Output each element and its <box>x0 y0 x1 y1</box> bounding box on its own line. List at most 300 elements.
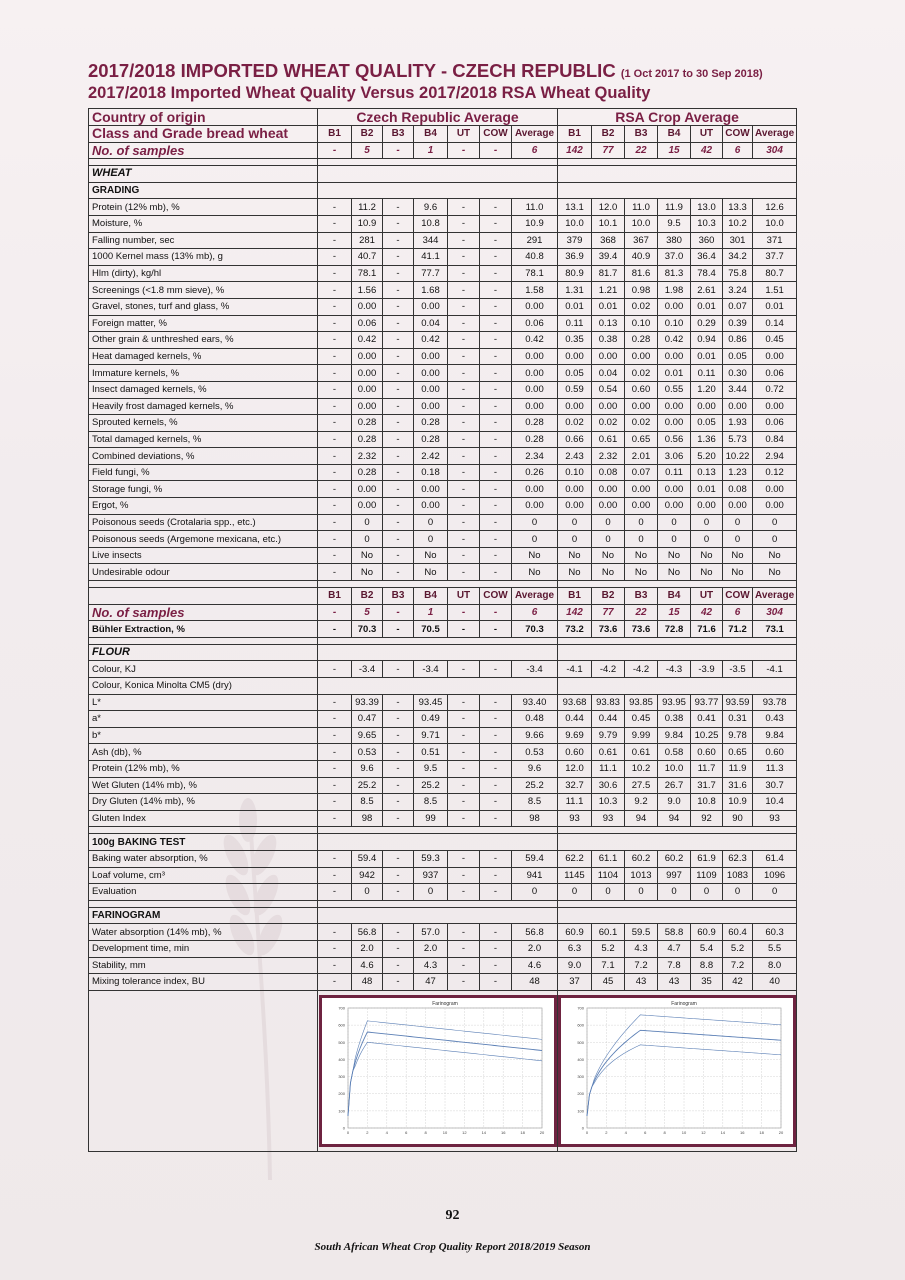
table-cell: 0.00 <box>352 481 383 498</box>
sample-count: 1 <box>414 604 448 621</box>
table-cell: - <box>318 940 352 957</box>
table-cell: 1013 <box>625 867 658 884</box>
table-cell: - <box>480 348 512 365</box>
table-cell: 10.1 <box>592 215 625 232</box>
empty-cell <box>318 907 558 924</box>
table-cell: 0 <box>691 514 723 531</box>
table-cell: 0 <box>658 884 691 901</box>
table-cell: - <box>318 381 352 398</box>
table-cell: - <box>480 282 512 299</box>
table-cell: - <box>448 298 480 315</box>
table-cell: 0.05 <box>723 348 753 365</box>
table-cell: - <box>480 777 512 794</box>
table-cell: 62.3 <box>723 850 753 867</box>
table-cell: 0.00 <box>658 298 691 315</box>
farinogram-row <box>89 940 797 957</box>
sample-count: 22 <box>625 142 658 159</box>
table-cell: - <box>383 481 414 498</box>
table-cell: - <box>448 621 480 638</box>
table-cell: 0.07 <box>723 298 753 315</box>
table-cell: 0 <box>753 884 797 901</box>
column-header: B4 <box>414 126 448 143</box>
table-cell: 10.0 <box>753 215 797 232</box>
empty-cell <box>318 182 558 199</box>
table-cell: 90 <box>723 810 753 827</box>
empty-cell <box>89 159 318 166</box>
row-label: Moisture, % <box>89 215 318 232</box>
table-cell: 0.31 <box>723 711 753 728</box>
table-cell: 0.00 <box>592 481 625 498</box>
table-cell: 0.00 <box>558 398 592 415</box>
x-tick-label: 0 <box>585 1129 589 1135</box>
row-label: Evaluation <box>89 884 318 901</box>
flour-row <box>89 744 797 761</box>
table-cell: - <box>448 498 480 515</box>
table-cell: 0.00 <box>625 348 658 365</box>
table-cell: 9.84 <box>658 727 691 744</box>
table-cell: - <box>448 365 480 382</box>
table-cell: 0 <box>658 531 691 548</box>
table-cell: - <box>480 621 512 638</box>
grading-row <box>89 298 797 315</box>
table-cell: 0.10 <box>558 464 592 481</box>
empty-cell <box>318 900 558 907</box>
y-tick-label: 0 <box>581 1125 585 1131</box>
farinogram-chart <box>558 995 796 1147</box>
table-cell: 93 <box>753 810 797 827</box>
table-cell: 0.08 <box>592 464 625 481</box>
table-cell: No <box>691 547 723 564</box>
table-cell: - <box>318 727 352 744</box>
table-cell: 11.1 <box>558 794 592 811</box>
table-cell: -4.1 <box>558 661 592 678</box>
table-cell: 59.4 <box>352 850 383 867</box>
table-cell: 1.21 <box>592 282 625 299</box>
baking-row <box>89 884 797 901</box>
table-cell: - <box>480 415 512 432</box>
table-cell: 997 <box>658 867 691 884</box>
table-cell: 1.31 <box>558 282 592 299</box>
table-cell: 0.06 <box>512 315 558 332</box>
table-cell: - <box>318 850 352 867</box>
empty-cell <box>318 644 558 661</box>
table-cell: 0.00 <box>414 498 448 515</box>
table-cell: 4.3 <box>414 957 448 974</box>
table-cell: - <box>480 481 512 498</box>
table-cell: - <box>480 850 512 867</box>
table-cell: - <box>318 867 352 884</box>
table-cell: 0.00 <box>658 398 691 415</box>
table-cell: 60.9 <box>691 924 723 941</box>
table-cell: 2.34 <box>512 448 558 465</box>
column-header: UT <box>691 126 723 143</box>
table-cell: 0 <box>625 531 658 548</box>
table-cell: 9.6 <box>414 199 448 216</box>
table-cell: 78.1 <box>352 265 383 282</box>
table-cell: 0 <box>558 531 592 548</box>
empty-cell <box>558 182 797 199</box>
column-header: B1 <box>318 588 352 605</box>
table-cell: - <box>383 464 414 481</box>
table-cell: 0.61 <box>625 744 658 761</box>
table-cell: 4.3 <box>625 940 658 957</box>
column-header: Average <box>753 588 797 605</box>
spacer-row <box>89 827 797 834</box>
table-cell: - <box>448 398 480 415</box>
table-cell: - <box>448 957 480 974</box>
table-cell: 1.68 <box>414 282 448 299</box>
table-cell: - <box>383 867 414 884</box>
table-cell: 56.8 <box>352 924 383 941</box>
table-cell: - <box>480 199 512 216</box>
table-cell: - <box>318 514 352 531</box>
table-cell: - <box>480 794 512 811</box>
table-cell: 0.08 <box>723 481 753 498</box>
column-header: UT <box>691 588 723 605</box>
table-cell: 25.2 <box>352 777 383 794</box>
table-cell: 0 <box>414 514 448 531</box>
table-cell: 5.5 <box>753 940 797 957</box>
table-cell: 0.28 <box>352 431 383 448</box>
table-cell: - <box>318 215 352 232</box>
x-tick-label: 6 <box>644 1129 647 1135</box>
table-cell: 45 <box>592 974 625 991</box>
table-cell: 380 <box>658 232 691 249</box>
table-cell: 9.99 <box>625 727 658 744</box>
table-cell: 10.0 <box>625 215 658 232</box>
table-cell: 75.8 <box>723 265 753 282</box>
table-cell: 8.0 <box>753 957 797 974</box>
table-cell: - <box>383 777 414 794</box>
table-cell: 9.84 <box>753 727 797 744</box>
sample-count: 42 <box>691 604 723 621</box>
table-cell: - <box>383 564 414 581</box>
table-cell: 0.28 <box>352 464 383 481</box>
table-cell: - <box>318 760 352 777</box>
table-cell: - <box>318 694 352 711</box>
table-cell: - <box>318 884 352 901</box>
table-cell: 0.00 <box>512 348 558 365</box>
table-cell: 36.4 <box>691 249 723 266</box>
table-cell: 1.93 <box>723 415 753 432</box>
table-cell: - <box>318 777 352 794</box>
table-cell: 78.1 <box>512 265 558 282</box>
table-cell: No <box>658 547 691 564</box>
table-cell: 0.05 <box>558 365 592 382</box>
section-farinogram <box>89 907 797 924</box>
table-cell: - <box>383 794 414 811</box>
table-cell: - <box>383 332 414 349</box>
table-cell: 47 <box>414 974 448 991</box>
table-cell: - <box>448 415 480 432</box>
table-cell: No <box>625 547 658 564</box>
table-cell: 1109 <box>691 867 723 884</box>
section-label: 100g BAKING TEST <box>89 834 318 851</box>
table-cell: 0 <box>592 531 625 548</box>
table-cell: - <box>318 282 352 299</box>
table-cell: 1096 <box>753 867 797 884</box>
grading-row <box>89 365 797 382</box>
table-cell: - <box>480 867 512 884</box>
table-cell: - <box>318 744 352 761</box>
table-cell: 25.2 <box>414 777 448 794</box>
table-cell: 0.00 <box>592 498 625 515</box>
table-cell: No <box>753 547 797 564</box>
table-cell: 81.6 <box>625 265 658 282</box>
flour-row <box>89 727 797 744</box>
table-cell: 1.23 <box>723 464 753 481</box>
table-cell: - <box>448 547 480 564</box>
y-tick-label: 400 <box>577 1056 585 1062</box>
y-tick-label: 300 <box>577 1073 585 1079</box>
table-cell: - <box>480 514 512 531</box>
table-cell: 0.00 <box>691 498 723 515</box>
row-label: Storage fungi, % <box>89 481 318 498</box>
spacer-row <box>89 637 797 644</box>
table-cell: 0.42 <box>512 332 558 349</box>
table-cell: 80.7 <box>753 265 797 282</box>
table-cell: 93.40 <box>512 694 558 711</box>
table-cell: - <box>383 498 414 515</box>
grading-row <box>89 464 797 481</box>
table-cell: 0.00 <box>753 398 797 415</box>
grading-row <box>89 315 797 332</box>
table-cell: 71.2 <box>723 621 753 638</box>
farinogram-row <box>89 974 797 991</box>
table-cell: 0.44 <box>558 711 592 728</box>
table-cell: 1083 <box>723 867 753 884</box>
table-cell: 0.10 <box>658 315 691 332</box>
grading-row <box>89 431 797 448</box>
table-cell: 0.30 <box>723 365 753 382</box>
samples-row <box>89 604 797 621</box>
table-cell: No <box>625 564 658 581</box>
table-cell: 0 <box>512 884 558 901</box>
row-label: Ash (db), % <box>89 744 318 761</box>
table-cell: 61.1 <box>592 850 625 867</box>
table-cell: - <box>383 365 414 382</box>
flour-row <box>89 711 797 728</box>
table-cell: 0 <box>558 884 592 901</box>
table-cell: 0.02 <box>625 365 658 382</box>
farinogram-chart <box>319 995 557 1147</box>
table-cell: 32.7 <box>558 777 592 794</box>
table-cell: No <box>691 564 723 581</box>
table-cell: 93.85 <box>625 694 658 711</box>
table-cell: 0.65 <box>723 744 753 761</box>
table-cell: 73.1 <box>753 621 797 638</box>
table-cell: 4.6 <box>352 957 383 974</box>
table-cell: 2.0 <box>414 940 448 957</box>
table-cell: 92 <box>691 810 723 827</box>
table-cell: 3.06 <box>658 448 691 465</box>
sample-count: 1 <box>414 142 448 159</box>
farinogram-row <box>89 957 797 974</box>
table-cell: - <box>318 531 352 548</box>
table-cell: 40.7 <box>352 249 383 266</box>
buhler-row <box>89 621 797 638</box>
table-cell: 0 <box>691 884 723 901</box>
table-cell: 48 <box>352 974 383 991</box>
sample-count: 6 <box>512 142 558 159</box>
table-cell: 4.7 <box>658 940 691 957</box>
table-cell: 0.00 <box>753 348 797 365</box>
sample-count: 77 <box>592 604 625 621</box>
table-cell: 11.1 <box>592 760 625 777</box>
table-cell: 368 <box>592 232 625 249</box>
table-cell: - <box>448 332 480 349</box>
column-header: B4 <box>414 588 448 605</box>
table-cell: - <box>448 265 480 282</box>
empty-cell <box>318 581 558 588</box>
sample-count: 22 <box>625 604 658 621</box>
table-cell: -4.1 <box>753 661 797 678</box>
table-cell: 0.00 <box>558 348 592 365</box>
table-cell: 94 <box>625 810 658 827</box>
row-label: Bühler Extraction, % <box>89 621 318 638</box>
table-cell: - <box>480 661 512 678</box>
table-cell: - <box>383 265 414 282</box>
table-cell: 2.61 <box>691 282 723 299</box>
row-label: Screenings (<1.8 mm sieve), % <box>89 282 318 299</box>
table-cell: - <box>448 794 480 811</box>
table-cell: - <box>318 232 352 249</box>
table-cell: 10.3 <box>592 794 625 811</box>
table-cell: - <box>318 348 352 365</box>
table-cell: 8.5 <box>414 794 448 811</box>
grading-row <box>89 481 797 498</box>
table-cell: 0.60 <box>625 381 658 398</box>
x-tick-label: 20 <box>539 1129 544 1135</box>
row-label: Water absorption (14% mb), % <box>89 924 318 941</box>
table-cell: 37 <box>558 974 592 991</box>
column-header: B1 <box>558 126 592 143</box>
table-cell: - <box>448 282 480 299</box>
flour-row <box>89 810 797 827</box>
column-header: COW <box>723 126 753 143</box>
table-cell: 0.00 <box>512 498 558 515</box>
farinogram-svg <box>561 998 787 1138</box>
table-cell: 0.61 <box>592 431 625 448</box>
table-cell: 942 <box>352 867 383 884</box>
table-cell: - <box>318 464 352 481</box>
table-cell: - <box>480 398 512 415</box>
table-cell: 0 <box>723 531 753 548</box>
y-tick-label: 400 <box>337 1056 345 1062</box>
sample-count: - <box>480 142 512 159</box>
table-cell: 0.28 <box>512 431 558 448</box>
row-label: Protein (12% mb), % <box>89 199 318 216</box>
table-cell: 1.56 <box>352 282 383 299</box>
table-cell: 0.13 <box>592 315 625 332</box>
table-cell: - <box>383 348 414 365</box>
table-cell: 6.3 <box>558 940 592 957</box>
y-tick-label: 200 <box>577 1090 585 1096</box>
row-label: b* <box>89 727 318 744</box>
spacer-row <box>89 159 797 166</box>
table-cell: - <box>480 744 512 761</box>
page-number: 92 <box>445 1208 460 1223</box>
column-header: Average <box>512 126 558 143</box>
table-cell: 0.01 <box>658 365 691 382</box>
empty-cell <box>89 900 318 907</box>
table-cell: - <box>318 448 352 465</box>
table-cell: 5.2 <box>723 940 753 957</box>
table-cell: 43 <box>658 974 691 991</box>
table-cell: 5.4 <box>691 940 723 957</box>
grading-row <box>89 398 797 415</box>
table-cell: 80.9 <box>558 265 592 282</box>
table-cell: 73.2 <box>558 621 592 638</box>
table-cell: 10.2 <box>625 760 658 777</box>
table-cell: 0.28 <box>414 415 448 432</box>
x-tick-label: 0 <box>346 1129 349 1135</box>
row-label: Sprouted kernels, % <box>89 415 318 432</box>
table-cell: 0.00 <box>414 481 448 498</box>
table-cell: -3.4 <box>414 661 448 678</box>
table-cell: - <box>448 448 480 465</box>
row-label: 1000 Kernel mass (13% mb), g <box>89 249 318 266</box>
table-cell: -3.4 <box>352 661 383 678</box>
table-cell: 9.2 <box>625 794 658 811</box>
spacer-row <box>89 581 797 588</box>
table-cell: 0 <box>512 514 558 531</box>
column-header-row <box>89 588 797 605</box>
table-cell: 9.65 <box>352 727 383 744</box>
table-cell: - <box>383 727 414 744</box>
table-cell: - <box>383 924 414 941</box>
chart-title: Farinogram <box>431 1000 458 1007</box>
table-cell: - <box>383 215 414 232</box>
table-cell: - <box>383 531 414 548</box>
table-cell: 60.3 <box>753 924 797 941</box>
column-header: B3 <box>383 588 414 605</box>
x-tick-label: 18 <box>519 1129 525 1135</box>
table-cell: 72.8 <box>658 621 691 638</box>
table-cell: - <box>318 661 352 678</box>
table-cell: - <box>448 431 480 448</box>
sample-count: 5 <box>352 604 383 621</box>
table-cell: 37.0 <box>658 249 691 266</box>
column-header: B4 <box>658 126 691 143</box>
header-country-row <box>89 109 797 126</box>
table-cell: 0.00 <box>512 381 558 398</box>
grading-row <box>89 531 797 548</box>
table-cell: 0.53 <box>352 744 383 761</box>
table-cell: - <box>480 431 512 448</box>
table-cell: 40.8 <box>512 249 558 266</box>
row-label: Falling number, sec <box>89 232 318 249</box>
column-header: B2 <box>592 588 625 605</box>
table-cell: - <box>383 315 414 332</box>
table-cell: 0.00 <box>414 365 448 382</box>
y-tick-label: 200 <box>337 1090 345 1096</box>
section-flour <box>89 644 797 661</box>
table-cell: 0.02 <box>592 415 625 432</box>
row-label: Hlm (dirty), kg/hl <box>89 265 318 282</box>
table-cell: - <box>448 940 480 957</box>
grading-row <box>89 564 797 581</box>
table-cell: 0 <box>558 514 592 531</box>
table-cell: 10.0 <box>658 760 691 777</box>
spacer-row <box>89 900 797 907</box>
table-cell: - <box>383 415 414 432</box>
table-cell: - <box>383 974 414 991</box>
sample-count: 142 <box>558 604 592 621</box>
table-cell: 3.24 <box>723 282 753 299</box>
table-cell: - <box>448 199 480 216</box>
table-cell: 59.3 <box>414 850 448 867</box>
